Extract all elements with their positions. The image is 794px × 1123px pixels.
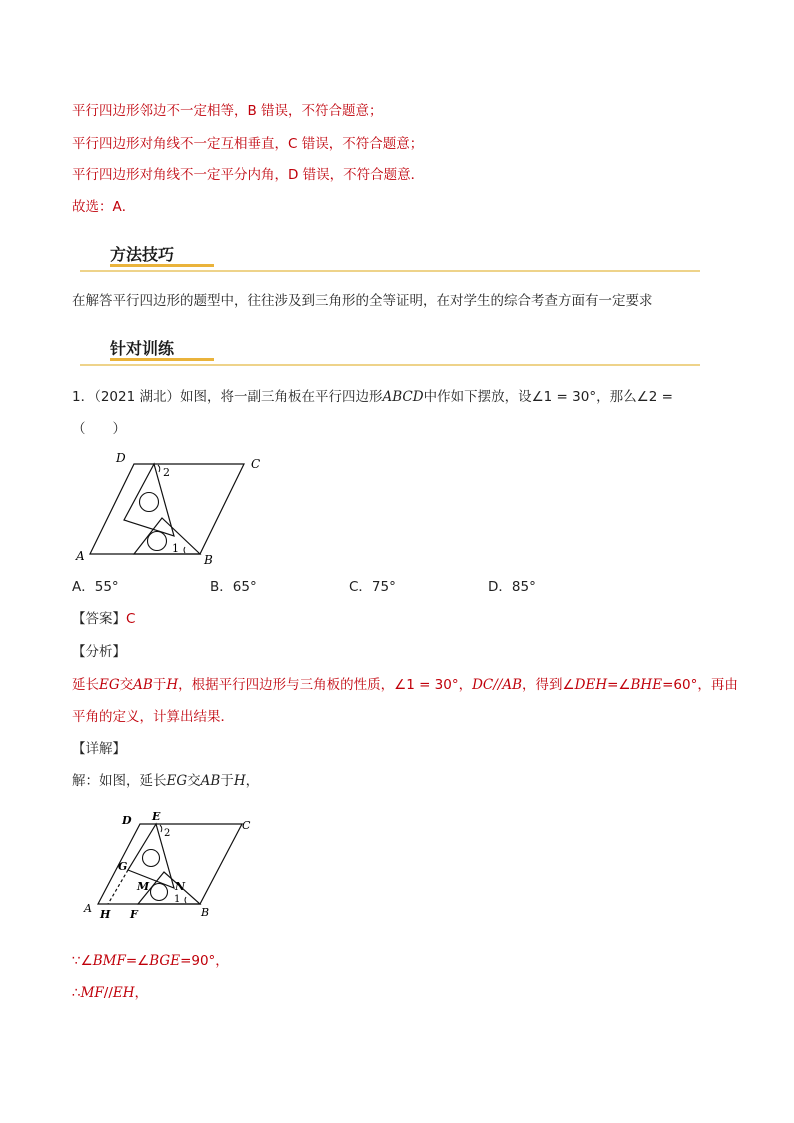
option-c: C．75° (349, 579, 396, 595)
question-blank: （ ） (72, 421, 126, 437)
proof-line-1 (72, 952, 229, 970)
label-d: D (116, 451, 126, 465)
set-square-hole (151, 884, 168, 901)
question-shape-name: ABCD (382, 389, 424, 405)
analysis-text: 延长 (72, 677, 99, 693)
section-heading-training (80, 332, 700, 366)
label-e: E (152, 810, 161, 823)
heading-underline-accent (110, 264, 214, 267)
analysis-line-1 (72, 676, 738, 694)
analysis-line-2: 平角的定义，计算出结果． (72, 709, 234, 725)
label-b: B (201, 906, 210, 919)
math-bge: BGE (149, 953, 181, 969)
section-title-training: 针对训练 (110, 339, 175, 358)
analysis-text: ，根据平行四边形与三角板的性质，∠1 = 30°， (178, 677, 473, 693)
proof-line-2 (72, 984, 148, 1002)
option-a: A．55° (72, 579, 119, 595)
option-b: B．65° (210, 579, 257, 595)
label-n: N (175, 880, 186, 893)
detail-text: 于 (220, 773, 234, 789)
proof-text: =90°， (180, 953, 229, 969)
text-line-b-wrong: 平行四边形邻边不一定相等，B 错误，不符合题意； (72, 103, 383, 119)
set-square-hole (143, 850, 160, 867)
proof-text: =∠ (125, 953, 150, 969)
label-c: C (242, 819, 251, 832)
figure-parallelogram-2 (80, 806, 260, 926)
set-square-hole (148, 532, 167, 551)
analysis-text: =60°，再由 (662, 677, 738, 693)
heading-rule (80, 270, 700, 272)
label-c: C (251, 457, 261, 471)
question-stem-part: 中作如下摆放，设∠1 = 30°，那么∠2 = (423, 389, 673, 405)
math-mf: MF (80, 985, 104, 1001)
angle-2-arc (158, 465, 160, 472)
set-square-45 (134, 518, 200, 554)
detail-text: ， (245, 773, 260, 789)
label-h: H (100, 908, 111, 921)
heading-rule (80, 364, 700, 366)
math-dc-parallel-ab: DC//AB (472, 677, 523, 693)
proof-text: ∵∠ (72, 953, 93, 969)
answer-line (72, 610, 135, 628)
math-h: H (233, 773, 246, 789)
method-body: 在解答平行四边形的题型中，往往涉及到三角形的全等证明，在对学生的综合考查方面有一定要求 (72, 293, 653, 309)
math-bmf: BMF (92, 953, 126, 969)
heading-underline-accent (110, 358, 214, 361)
angle-1-arc (184, 547, 185, 553)
figure-parallelogram-1 (72, 448, 272, 568)
text-line-choice: 故选：A． (72, 199, 136, 215)
analysis-text: =∠ (607, 677, 631, 693)
analysis-text: 于 (152, 677, 167, 693)
option-d: D．85° (488, 579, 536, 595)
section-title-method: 方法技巧 (110, 245, 175, 264)
math-eh: EH (112, 985, 135, 1001)
math-eg: EG (99, 677, 120, 693)
question-number: 1． (72, 389, 95, 405)
label-d: D (122, 814, 132, 827)
label-angle-2: 2 (164, 828, 171, 839)
label-a: A (76, 549, 85, 563)
math-h: H (166, 677, 179, 693)
label-f: F (130, 908, 138, 921)
analysis-tag: 【分析】 (72, 644, 126, 660)
math-eg: EG (166, 773, 188, 789)
detail-line-1 (72, 772, 259, 790)
detail-tag: 【详解】 (72, 741, 126, 757)
question-stem (72, 388, 673, 406)
proof-text: ， (134, 985, 149, 1001)
label-angle-2: 2 (163, 466, 170, 479)
analysis-text: 交 (119, 677, 134, 693)
question-stem-part: 如图，将一副三角板在平行四边形 (180, 389, 383, 405)
text-line-c-wrong: 平行四边形对角线不一定互相垂直，C 错误，不符合题意； (72, 136, 424, 152)
angle-1-arc (185, 897, 186, 903)
label-b: B (204, 553, 213, 567)
math-ab: AB (133, 677, 153, 693)
label-angle-1: 1 (174, 894, 181, 905)
detail-text: 解：如图，延长 (72, 773, 167, 789)
label-g: G (118, 860, 128, 873)
label-m: M (137, 880, 150, 893)
text-line-d-wrong: 平行四边形对角线不一定平分内角，D 错误，不符合题意． (72, 167, 425, 183)
math-ab: AB (200, 773, 221, 789)
math-deh: DEH (574, 677, 608, 693)
proof-text: ∴ (72, 985, 81, 1001)
math-bhe: BHE (630, 677, 663, 693)
label-angle-1: 1 (172, 542, 179, 555)
answer-tag: 【答案】 (72, 611, 126, 627)
angle-2-arc (160, 825, 162, 832)
detail-text: 交 (187, 773, 201, 789)
section-heading-method (80, 238, 700, 272)
proof-text: // (103, 985, 113, 1001)
answer-value: C (126, 611, 136, 627)
question-source: （2021 湖北） (94, 389, 180, 405)
label-a: A (84, 902, 92, 915)
analysis-text: ，得到∠ (522, 677, 575, 693)
extension-gh-dashed (108, 870, 128, 904)
set-square-hole (140, 493, 159, 512)
